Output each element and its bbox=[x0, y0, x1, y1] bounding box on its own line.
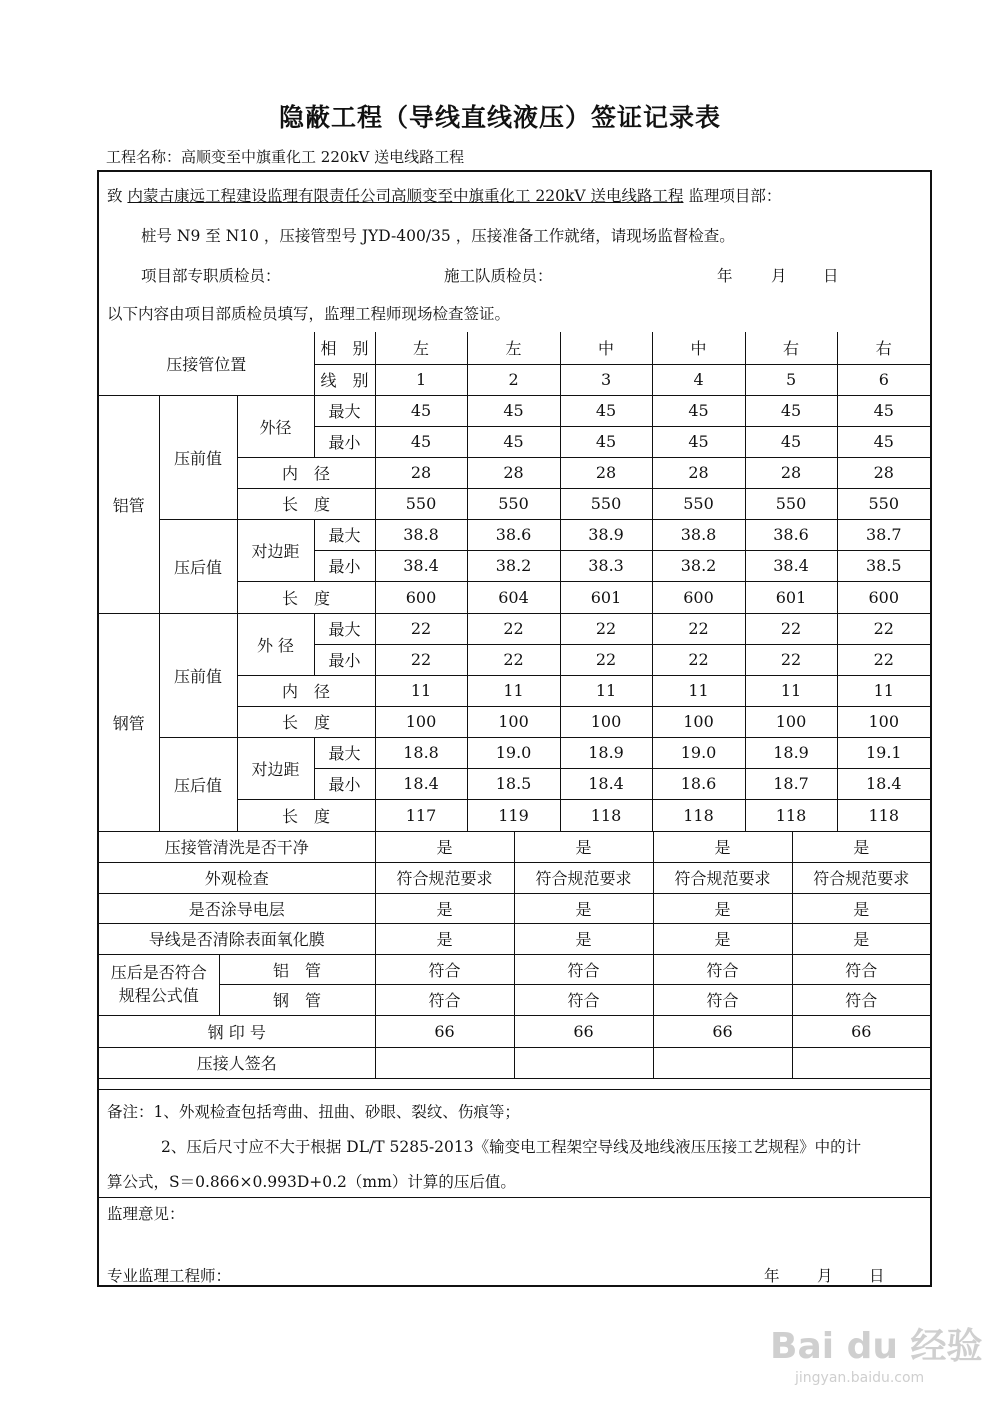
measure-value: 600 bbox=[837, 581, 930, 613]
measure-value: 38.4 bbox=[375, 550, 467, 581]
outer-diameter-label: 外 径 bbox=[237, 613, 314, 675]
sup-month: 月 bbox=[817, 1267, 833, 1285]
measure-value: 11 bbox=[375, 675, 467, 706]
stamp-number-value: 66 bbox=[514, 1015, 653, 1047]
pre-od-max-row bbox=[99, 613, 930, 644]
measure-value: 18.4 bbox=[375, 768, 467, 799]
measure-value: 118 bbox=[745, 799, 837, 831]
form-title: 隐蔽工程（导线直线液压）签证记录表 bbox=[278, 103, 721, 132]
to-suffix: 监理项目部： bbox=[688, 187, 782, 205]
measure-value: 38.7 bbox=[837, 519, 930, 550]
measure-value: 600 bbox=[652, 581, 745, 613]
oxide-check-value: 是 bbox=[375, 923, 514, 954]
instruction-text: 以下内容由项目部质检员填写，监理工程师现场检查签证。 bbox=[107, 305, 511, 323]
conductive-check-value: 是 bbox=[375, 893, 514, 923]
min-label: 最小 bbox=[314, 644, 375, 675]
steel-formula-value: 符合 bbox=[653, 984, 792, 1015]
phase-value: 左 bbox=[467, 332, 560, 364]
phase-row bbox=[99, 332, 930, 364]
min-label: 最小 bbox=[314, 768, 375, 799]
measure-value: 45 bbox=[745, 395, 837, 426]
measure-value: 19.1 bbox=[837, 737, 930, 768]
measure-value: 38.6 bbox=[467, 519, 560, 550]
measure-value: 100 bbox=[745, 706, 837, 737]
to-prefix: 致 bbox=[107, 187, 123, 205]
measure-value: 38.8 bbox=[652, 519, 745, 550]
measure-value: 100 bbox=[560, 706, 652, 737]
date-month: 月 bbox=[771, 267, 787, 285]
measure-value: 45 bbox=[560, 395, 652, 426]
measure-value: 119 bbox=[467, 799, 560, 831]
measure-value: 38.9 bbox=[560, 519, 652, 550]
measure-value: 45 bbox=[560, 426, 652, 457]
watermark-logo: Bai du 经验 bbox=[770, 1326, 983, 1367]
measure-value: 22 bbox=[467, 613, 560, 644]
remark-1: 备注：1、外观检查包括弯曲、扭曲、砂眼、裂纹、伤痕等； bbox=[107, 1103, 520, 1121]
project-inspector: 项目部专职质检员： bbox=[141, 267, 281, 285]
oxide-check bbox=[99, 923, 930, 954]
addressee-line bbox=[107, 184, 781, 206]
length-label: 长 度 bbox=[237, 799, 375, 831]
measure-value: 22 bbox=[837, 644, 930, 675]
formula-al-row bbox=[99, 954, 930, 984]
line-value: 3 bbox=[560, 364, 652, 395]
clean-check-value: 是 bbox=[375, 832, 514, 862]
phase-value: 右 bbox=[745, 332, 837, 364]
min-label: 最小 bbox=[314, 550, 375, 581]
appearance-check-value: 符合规范要求 bbox=[653, 862, 792, 893]
conductive-check-value: 是 bbox=[514, 893, 653, 923]
tube-type-label: 铝管 bbox=[99, 395, 159, 613]
length-label: 长 度 bbox=[237, 581, 375, 613]
measurement-table bbox=[99, 332, 930, 832]
measure-value: 45 bbox=[467, 426, 560, 457]
measure-value: 38.6 bbox=[745, 519, 837, 550]
sup-day: 日 bbox=[869, 1267, 885, 1285]
measure-value: 18.4 bbox=[560, 768, 652, 799]
remarks-section bbox=[99, 1089, 930, 1198]
measure-value: 45 bbox=[837, 395, 930, 426]
measure-value: 45 bbox=[467, 395, 560, 426]
tube-type-label: 钢管 bbox=[99, 613, 159, 831]
post-press-label: 压后值 bbox=[159, 737, 237, 831]
length-label: 长 度 bbox=[237, 706, 375, 737]
measure-value: 550 bbox=[652, 488, 745, 519]
measure-value: 11 bbox=[745, 675, 837, 706]
line-value: 4 bbox=[652, 364, 745, 395]
max-label: 最大 bbox=[314, 395, 375, 426]
pre-press-label: 压前值 bbox=[159, 613, 237, 737]
oxide-check-value: 是 bbox=[514, 923, 653, 954]
date-year: 年 bbox=[717, 267, 733, 285]
sup-year: 年 bbox=[764, 1267, 780, 1285]
measure-value: 45 bbox=[745, 426, 837, 457]
line-value: 2 bbox=[467, 364, 560, 395]
supervision-section bbox=[99, 1197, 930, 1286]
clean-check bbox=[99, 832, 930, 862]
measure-value: 28 bbox=[837, 457, 930, 488]
remark-2: 2、压后尺寸应不大于根据 DL/T 5285-2013《输变电工程架空导线及地线液压压接工艺规程》中的计 bbox=[161, 1138, 862, 1156]
conductive-check-value: 是 bbox=[792, 893, 930, 923]
al-tube-label: 铝 管 bbox=[219, 954, 375, 984]
measure-value: 18.9 bbox=[560, 737, 652, 768]
length-label: 长 度 bbox=[237, 488, 375, 519]
post-press-label: 压后值 bbox=[159, 519, 237, 613]
presser-signature-value[interactable] bbox=[653, 1047, 792, 1078]
post-max-row bbox=[99, 519, 930, 550]
measure-value: 18.5 bbox=[467, 768, 560, 799]
project-name: 工程名称：高顺变至中旗重化工 220kV 送电线路工程 bbox=[106, 148, 465, 166]
measure-value: 18.4 bbox=[837, 768, 930, 799]
measure-value: 18.7 bbox=[745, 768, 837, 799]
measure-value: 11 bbox=[560, 675, 652, 706]
phase-value: 中 bbox=[652, 332, 745, 364]
presser-signature-value[interactable] bbox=[792, 1047, 930, 1078]
measure-value: 22 bbox=[837, 613, 930, 644]
measure-value: 604 bbox=[467, 581, 560, 613]
team-inspector: 施工队质检员： bbox=[444, 267, 553, 285]
line-value: 6 bbox=[837, 364, 930, 395]
presser-signature-value[interactable] bbox=[375, 1047, 514, 1078]
measure-value: 22 bbox=[375, 613, 467, 644]
measure-value: 550 bbox=[467, 488, 560, 519]
presser-signature-value[interactable] bbox=[514, 1047, 653, 1078]
measure-value: 11 bbox=[837, 675, 930, 706]
al-formula-value: 符合 bbox=[514, 954, 653, 984]
presser-signature bbox=[99, 1047, 930, 1078]
measure-value: 18.6 bbox=[652, 768, 745, 799]
measure-value: 38.3 bbox=[560, 550, 652, 581]
measure-value: 600 bbox=[375, 581, 467, 613]
appearance-check-value: 符合规范要求 bbox=[375, 862, 514, 893]
measure-value: 117 bbox=[375, 799, 467, 831]
post-max-row bbox=[99, 737, 930, 768]
stamp-number-value: 66 bbox=[792, 1015, 930, 1047]
al-formula-value: 符合 bbox=[792, 954, 930, 984]
conductive-check-label: 是否涂导电层 bbox=[99, 893, 375, 923]
pre-od-max-row bbox=[99, 395, 930, 426]
measure-value: 45 bbox=[652, 426, 745, 457]
supervision-unit: 内蒙古康远工程建设监理有限责任公司高顺变至中旗重化工 220kV 送电线路工程 bbox=[127, 187, 684, 205]
measure-value: 28 bbox=[745, 457, 837, 488]
measure-value: 45 bbox=[837, 426, 930, 457]
steel-tube-label: 钢 管 bbox=[219, 984, 375, 1015]
max-label: 最大 bbox=[314, 519, 375, 550]
appearance-check-value: 符合规范要求 bbox=[514, 862, 653, 893]
measure-value: 601 bbox=[560, 581, 652, 613]
measure-value: 22 bbox=[745, 644, 837, 675]
supervision-opinion: 监理意见： bbox=[107, 1205, 185, 1223]
measure-value: 18.9 bbox=[745, 737, 837, 768]
measure-value: 38.8 bbox=[375, 519, 467, 550]
max-label: 最大 bbox=[314, 737, 375, 768]
clean-check-label: 压接管清洗是否干净 bbox=[99, 832, 375, 862]
steel-formula-value: 符合 bbox=[792, 984, 930, 1015]
max-label: 最大 bbox=[314, 613, 375, 644]
measure-value: 28 bbox=[375, 457, 467, 488]
oxide-check-value: 是 bbox=[792, 923, 930, 954]
measure-value: 22 bbox=[745, 613, 837, 644]
appearance-check bbox=[99, 862, 930, 893]
formula-check-label: 压后是否符合规程公式值 bbox=[99, 954, 219, 1015]
measure-value: 550 bbox=[837, 488, 930, 519]
stamp-number-value: 66 bbox=[375, 1015, 514, 1047]
measure-value: 19.0 bbox=[467, 737, 560, 768]
conductive-check bbox=[99, 893, 930, 923]
measure-value: 28 bbox=[652, 457, 745, 488]
clean-check-value: 是 bbox=[653, 832, 792, 862]
clean-check-value: 是 bbox=[514, 832, 653, 862]
presser-signature-label: 压接人签名 bbox=[99, 1047, 375, 1078]
measure-value: 22 bbox=[560, 644, 652, 675]
measure-value: 550 bbox=[745, 488, 837, 519]
measure-value: 22 bbox=[560, 613, 652, 644]
measure-value: 45 bbox=[375, 395, 467, 426]
al-formula-value: 符合 bbox=[653, 954, 792, 984]
measure-value: 38.2 bbox=[652, 550, 745, 581]
measure-value: 100 bbox=[375, 706, 467, 737]
measure-value: 19.0 bbox=[652, 737, 745, 768]
al-formula-value: 符合 bbox=[375, 954, 514, 984]
measure-value: 601 bbox=[745, 581, 837, 613]
measure-value: 100 bbox=[837, 706, 930, 737]
remark-3: 算公式，S＝0.866×0.993D+0.2（mm）计算的压后值。 bbox=[107, 1173, 516, 1191]
measure-value: 100 bbox=[652, 706, 745, 737]
flat-distance-label: 对边距 bbox=[237, 519, 314, 581]
measure-value: 28 bbox=[467, 457, 560, 488]
measure-value: 45 bbox=[652, 395, 745, 426]
measure-value: 550 bbox=[375, 488, 467, 519]
stamp-number-label: 钢 印 号 bbox=[99, 1015, 375, 1047]
measure-value: 118 bbox=[837, 799, 930, 831]
measure-value: 550 bbox=[560, 488, 652, 519]
oxide-check-label: 导线是否清除表面氧化膜 bbox=[99, 923, 375, 954]
inner-diameter-label: 内 径 bbox=[237, 675, 375, 706]
stamp-number bbox=[99, 1015, 930, 1047]
measure-value: 38.2 bbox=[467, 550, 560, 581]
appearance-check-value: 符合规范要求 bbox=[792, 862, 930, 893]
measure-value: 45 bbox=[375, 426, 467, 457]
oxide-check-value: 是 bbox=[653, 923, 792, 954]
stamp-number-value: 66 bbox=[653, 1015, 792, 1047]
flat-distance-label: 对边距 bbox=[237, 737, 314, 799]
appearance-check-label: 外观检查 bbox=[99, 862, 375, 893]
pre-press-label: 压前值 bbox=[159, 395, 237, 519]
watermark-url: jingyan.baidu.com bbox=[795, 1370, 925, 1386]
position-label: 压接管位置 bbox=[99, 332, 314, 395]
line-label: 线 别 bbox=[314, 364, 375, 395]
phase-value: 左 bbox=[375, 332, 467, 364]
supervision-engineer: 专业监理工程师： bbox=[107, 1267, 232, 1285]
measure-value: 22 bbox=[652, 644, 745, 675]
form-frame bbox=[97, 170, 932, 1287]
phase-value: 右 bbox=[837, 332, 930, 364]
measure-value: 118 bbox=[652, 799, 745, 831]
line-value: 1 bbox=[375, 364, 467, 395]
formula-steel-row bbox=[99, 984, 930, 1015]
measure-value: 100 bbox=[467, 706, 560, 737]
request-text: 桩号 N9 至 N10 ，压接管型号 JYD-400/35 ，压接准备工作就绪，请现场监督检查。 bbox=[141, 227, 735, 245]
clean-check-value: 是 bbox=[792, 832, 930, 862]
measure-value: 22 bbox=[375, 644, 467, 675]
measure-value: 18.8 bbox=[375, 737, 467, 768]
outer-diameter-label: 外径 bbox=[237, 395, 314, 457]
measure-value: 11 bbox=[467, 675, 560, 706]
conductive-check-value: 是 bbox=[653, 893, 792, 923]
measure-value: 28 bbox=[560, 457, 652, 488]
date-day: 日 bbox=[823, 267, 839, 285]
steel-formula-value: 符合 bbox=[375, 984, 514, 1015]
measure-value: 38.4 bbox=[745, 550, 837, 581]
measure-value: 11 bbox=[652, 675, 745, 706]
min-label: 最小 bbox=[314, 426, 375, 457]
phase-value: 中 bbox=[560, 332, 652, 364]
measure-value: 22 bbox=[652, 613, 745, 644]
checks-table bbox=[99, 832, 930, 1079]
measure-value: 22 bbox=[467, 644, 560, 675]
inner-diameter-label: 内 径 bbox=[237, 457, 375, 488]
line-value: 5 bbox=[745, 364, 837, 395]
measure-value: 118 bbox=[560, 799, 652, 831]
measure-value: 38.5 bbox=[837, 550, 930, 581]
phase-label: 相 别 bbox=[314, 332, 375, 364]
steel-formula-value: 符合 bbox=[514, 984, 653, 1015]
